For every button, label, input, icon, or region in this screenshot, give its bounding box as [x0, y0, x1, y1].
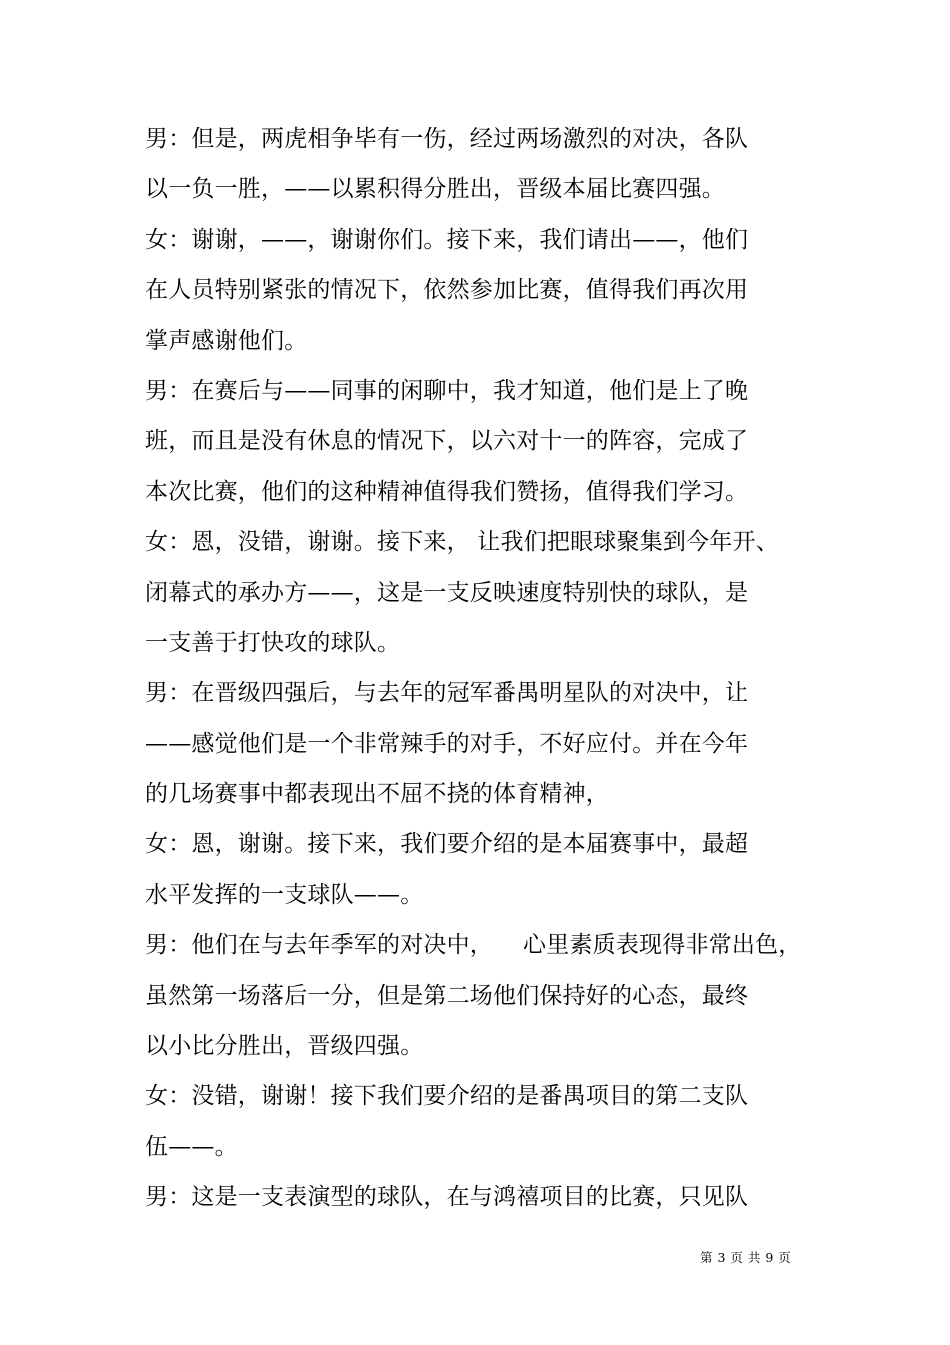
text-line: 本次比赛，他们的这种精神值得我们赞扬，值得我们学习。 [145, 478, 749, 505]
text-line: 闭幕式的承办方——，这是一支反映速度特别快的球队，是 [145, 579, 749, 606]
text-line: 男：但是，两虎相争毕有一伤，经过两场激烈的对决，各队 [145, 126, 749, 152]
text-line: 女：谢谢，——，谢谢你们。接下来，我们请出——，他们 [145, 226, 749, 253]
text-line: 一支善于打快攻的球队。 [145, 629, 401, 656]
text-line: 男：在赛后与——同事的闲聊中，我才知道，他们是上了晚 [145, 377, 749, 404]
text-line: ——感觉他们是一个非常辣手的对手，不好应付。并在今年 [145, 730, 749, 757]
text-line: 掌声感谢他们。 [145, 327, 308, 354]
text-line: 班，而且是没有休息的情况下，以六对十一的阵容，完成了 [145, 428, 749, 455]
text-line: 伍——。 [145, 1133, 238, 1160]
text-line: 女：恩，没错，谢谢。接下来， 让我们把眼球聚集到今年开、 [145, 529, 779, 556]
text-line: 以一负一胜，——以累积得分胜出，晋级本届比赛四强。 [145, 176, 725, 203]
text-line: 以小比分胜出，晋级四强。 [145, 1033, 424, 1060]
text-line: 女：恩，谢谢。接下来，我们要介绍的是本届赛事中，最超 [145, 831, 749, 858]
text-line: 男：在晋级四强后，与去年的冠军番禺明星队的对决中，让 [145, 680, 749, 707]
text-line: 女：没错，谢谢！接下我们要介绍的是番禺项目的第二支队 [145, 1083, 749, 1110]
text-line: 男：他们在与去年季军的对决中， 心里素质表现得非常出色， [145, 932, 802, 959]
text-line: 水平发挥的一支球队——。 [145, 881, 424, 908]
page-number: 第 3 页 共 9 页 [700, 1250, 792, 1265]
text-line: 男：这是一支表演型的球队，在与鸿禧项目的比赛，只见队 [145, 1184, 749, 1211]
text-line: 虽然第一场落后一分，但是第二场他们保持好的心态，最终 [145, 982, 749, 1009]
body-text [145, 120, 805, 1229]
text-line: 在人员特别紧张的情况下，依然参加比赛，值得我们再次用 [145, 277, 749, 304]
text-line: 的几场赛事中都表现出不屈不挠的体育精神， [145, 781, 609, 808]
